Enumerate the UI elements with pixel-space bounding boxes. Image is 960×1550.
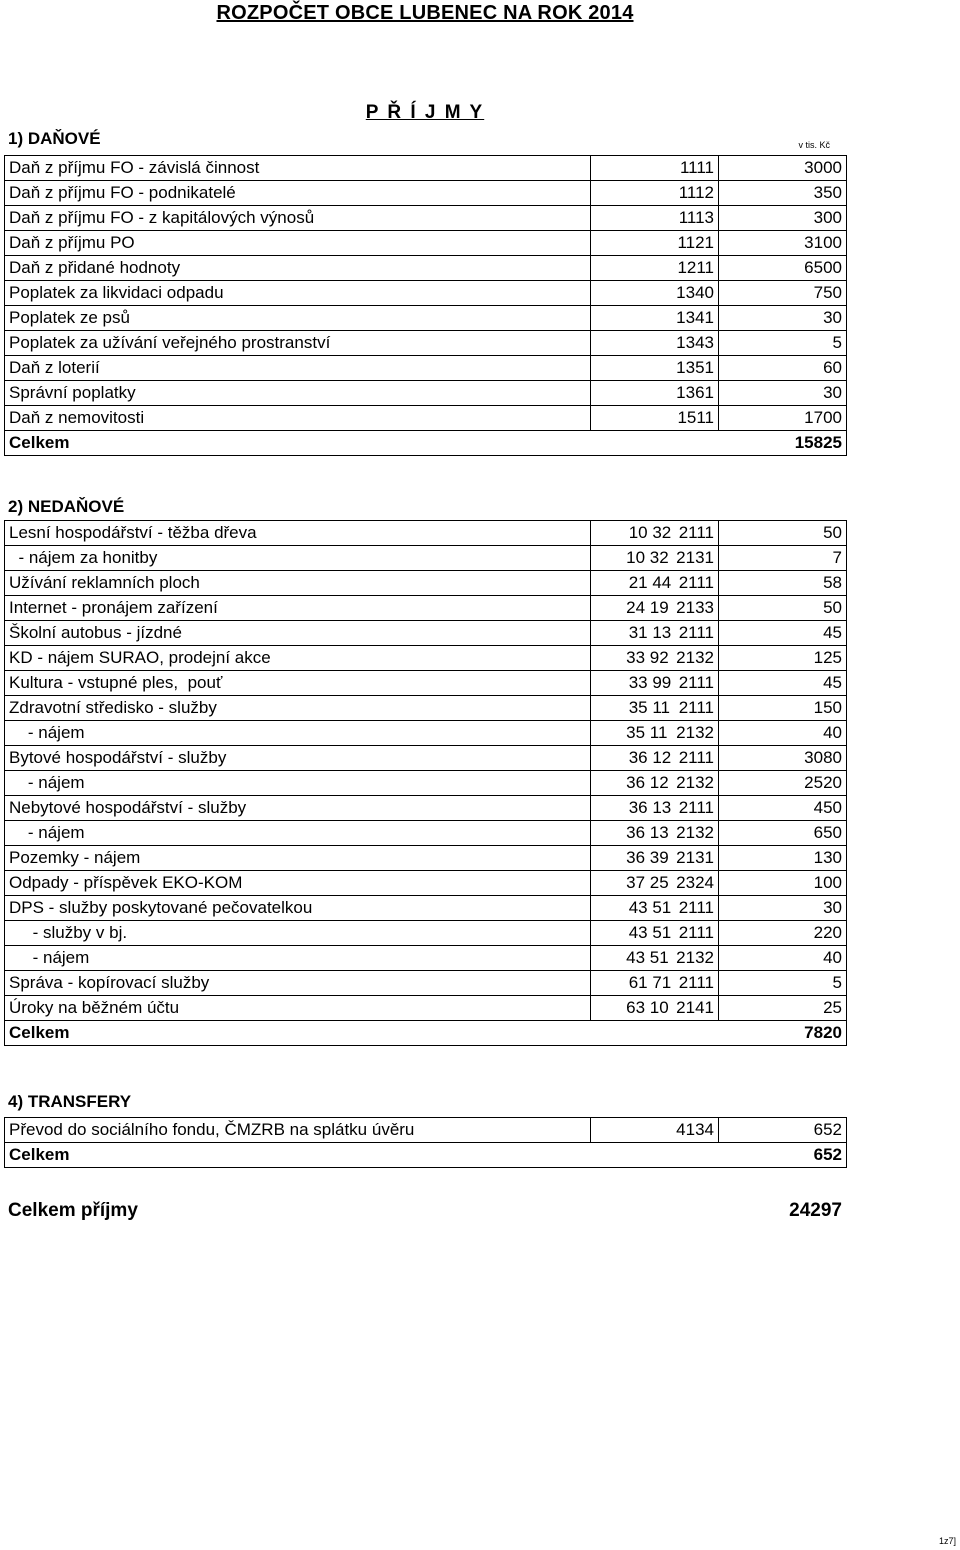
section-heading-transfery: 4) TRANSFERY [8,1092,132,1111]
row-codes [629,898,714,918]
row-code-paragraph: 36 12 [626,773,669,792]
row-codes [629,923,714,943]
row-code: 1341 [591,306,719,331]
row-code-item: 2111 [678,923,714,942]
row-code-item: 2111 [678,523,714,542]
row-code: 1511 [591,406,719,431]
row-code-paragraph: 43 51 [626,948,669,967]
row-label: Nebytové hospodářství - služby [5,796,591,821]
row-code-paragraph: 36 13 [628,798,672,817]
row-code [591,996,719,1021]
row-codes [626,773,714,793]
row-code-item: 2132 [676,723,714,742]
row-code: 4134 [591,1118,719,1143]
row-code [591,546,719,571]
row-code-item: 2111 [678,673,714,692]
row-value: 45 [719,621,847,646]
row-code-item: 2131 [676,548,714,567]
row-code-paragraph: 35 11 [628,698,670,717]
table-row [5,256,847,281]
row-value: 450 [719,796,847,821]
row-label: Správa - kopírovací služby [5,971,591,996]
row-code: 1340 [591,281,719,306]
row-code: 1121 [591,231,719,256]
page-number: 1z7] [938,1536,956,1546]
row-label: Pozemky - nájem [5,846,591,871]
row-value: 750 [719,281,847,306]
row-code: 1113 [591,206,719,231]
row-codes [626,598,714,618]
row-label: DPS - služby poskytované pečovatelkou [5,896,591,921]
total-value: 652 [719,1143,847,1168]
row-label: Daň z příjmu PO [5,231,591,256]
table-danove [4,155,847,456]
row-code [591,746,719,771]
row-code-paragraph: 61 71 [628,973,672,992]
row-code: 1361 [591,381,719,406]
table-row [5,281,847,306]
row-value: 60 [719,356,847,381]
row-value: 3100 [719,231,847,256]
total-value: 7820 [719,1021,847,1046]
total-row [5,431,847,456]
table-row [5,596,847,621]
row-code: 1343 [591,331,719,356]
row-code [591,671,719,696]
table-row [5,846,847,871]
row-codes [626,648,714,668]
table-row [5,1118,847,1143]
row-code-paragraph: 63 10 [626,998,669,1017]
row-label: - nájem za honitby [5,546,591,571]
table-row [5,181,847,206]
row-codes [629,673,714,693]
table-row [5,896,847,921]
table-row [5,521,847,546]
row-code [591,846,719,871]
row-code [591,971,719,996]
row-code-item: 2132 [676,648,714,667]
row-label: Poplatek ze psů [5,306,591,331]
table-row [5,156,847,181]
row-codes [629,973,714,993]
row-label: Poplatek za likvidaci odpadu [5,281,591,306]
row-value: 30 [719,306,847,331]
table-nedanove [4,520,847,1046]
row-code-item: 2131 [676,848,714,867]
row-codes [626,823,714,843]
row-code [591,721,719,746]
table-row [5,946,847,971]
row-label: Správní poplatky [5,381,591,406]
row-code: 1111 [591,156,719,181]
row-label: Školní autobus - jízdné [5,621,591,646]
row-code-item: 2132 [676,948,714,967]
table-row [5,331,847,356]
grand-total-label: Celkem příjmy [8,1200,138,1221]
row-code-item: 2111 [678,623,714,642]
table-row [5,406,847,431]
row-code-paragraph: 31 13 [628,623,672,642]
row-codes [626,548,714,568]
row-code-paragraph: 37 25 [626,873,669,892]
row-label: Daň z loterií [5,356,591,381]
row-code-item: 2111 [678,698,714,717]
row-label: KD - nájem SURAO, prodejní akce [5,646,591,671]
table-row [5,921,847,946]
row-code-paragraph: 43 51 [628,923,672,942]
row-value: 50 [719,596,847,621]
row-code-paragraph: 36 39 [626,848,669,867]
total-row [5,1143,847,1168]
row-label: Zdravotní středisko - služby [5,696,591,721]
row-value: 3000 [719,156,847,181]
row-code-paragraph: 33 92 [626,648,669,667]
row-codes [626,848,714,868]
row-code-item: 2111 [678,898,714,917]
row-code-item: 2132 [676,773,714,792]
row-value: 5 [719,331,847,356]
table-row [5,646,847,671]
row-value: 650 [719,821,847,846]
table-row [5,206,847,231]
section-title-prijmy: P Ř Í J M Y [365,102,485,123]
row-label: Lesní hospodářství - těžba dřeva [5,521,591,546]
row-code [591,946,719,971]
row-code [591,796,719,821]
row-value: 1700 [719,406,847,431]
row-code [591,696,719,721]
section-heading-danove: 1) DAŇOVÉ [8,129,101,148]
row-value: 220 [719,921,847,946]
row-code: 1112 [591,181,719,206]
row-code-paragraph: 10 32 [628,523,672,542]
row-code-paragraph: 24 19 [626,598,669,617]
total-spacer [591,431,719,456]
table-row [5,231,847,256]
row-label: Poplatek za užívání veřejného prostranství [5,331,591,356]
row-code: 1211 [591,256,719,281]
row-value: 40 [719,946,847,971]
table-row [5,356,847,381]
row-code-paragraph: 36 13 [626,823,669,842]
total-spacer [591,1143,719,1168]
row-label: Daň z příjmu FO - závislá činnost [5,156,591,181]
table-row [5,996,847,1021]
row-value: 350 [719,181,847,206]
row-value: 7 [719,546,847,571]
row-code-paragraph: 21 44 [628,573,672,592]
row-label: Daň z nemovitosti [5,406,591,431]
row-value: 6500 [719,256,847,281]
table-row [5,546,847,571]
row-label: Daň z přidané hodnoty [5,256,591,281]
row-code-item: 2111 [678,573,714,592]
row-code [591,571,719,596]
row-value: 5 [719,971,847,996]
table-row [5,971,847,996]
row-codes [629,748,714,768]
row-label: - nájem [5,946,591,971]
row-label: Daň z příjmu FO - podnikatelé [5,181,591,206]
row-code-item: 2133 [676,598,714,617]
row-value: 130 [719,846,847,871]
total-spacer [591,1021,719,1046]
row-code-paragraph: 36 12 [628,748,672,767]
row-codes [626,873,714,893]
row-code-item: 2111 [678,973,714,992]
row-value: 2520 [719,771,847,796]
row-code [591,921,719,946]
row-label: Bytové hospodářství - služby [5,746,591,771]
row-label: Odpady - příspěvek EKO-KOM [5,871,591,896]
table-row [5,796,847,821]
row-codes [626,723,714,743]
row-label: Užívání reklamních ploch [5,571,591,596]
row-code [591,871,719,896]
row-codes [626,998,714,1018]
row-code-item: 2111 [678,748,714,767]
table-row [5,721,847,746]
table-row [5,696,847,721]
table-row [5,746,847,771]
row-label: Daň z příjmu FO - z kapitálových výnosů [5,206,591,231]
row-code [591,596,719,621]
row-code-item: 2132 [676,823,714,842]
table-row [5,671,847,696]
row-codes [629,623,714,643]
table-transfery [4,1117,847,1168]
row-code-item: 2111 [678,798,714,817]
row-label: - nájem [5,771,591,796]
table-row [5,381,847,406]
table-row [5,821,847,846]
row-code-paragraph: 33 99 [628,673,672,692]
row-code [591,646,719,671]
row-value: 150 [719,696,847,721]
row-code [591,896,719,921]
document-title: ROZPOČET OBCE LUBENEC NA ROK 2014 [216,2,634,24]
row-codes [629,698,714,718]
total-value: 15825 [719,431,847,456]
row-codes [629,798,714,818]
row-value: 125 [719,646,847,671]
row-code-item: 2141 [676,998,714,1017]
row-value: 30 [719,381,847,406]
row-label: - nájem [5,721,591,746]
row-label: Úroky na běžném účtu [5,996,591,1021]
row-codes [626,948,714,968]
row-code [591,621,719,646]
row-code-paragraph: 10 32 [626,548,669,567]
total-label: Celkem [5,431,591,456]
row-value: 100 [719,871,847,896]
row-label: - služby v bj. [5,921,591,946]
grand-total-value: 24297 [789,1200,842,1221]
row-label: - nájem [5,821,591,846]
row-value: 50 [719,521,847,546]
row-value: 58 [719,571,847,596]
unit-label: v tis. Kč [798,140,830,150]
row-value: 30 [719,896,847,921]
row-value: 25 [719,996,847,1021]
row-label: Internet - pronájem zařízení [5,596,591,621]
row-code-paragraph: 43 51 [628,898,672,917]
row-code [591,821,719,846]
table-row [5,571,847,596]
row-value: 3080 [719,746,847,771]
row-value: 40 [719,721,847,746]
row-code-item: 2324 [676,873,714,892]
table-row [5,621,847,646]
row-value: 45 [719,671,847,696]
row-code: 1351 [591,356,719,381]
row-codes [629,573,714,593]
total-label: Celkem [5,1021,591,1046]
table-row [5,771,847,796]
row-value: 652 [719,1118,847,1143]
row-code [591,521,719,546]
section-heading-nedanove: 2) NEDAŇOVÉ [8,497,125,516]
row-codes [629,523,714,543]
row-code-paragraph: 35 11 [626,723,668,742]
table-row [5,871,847,896]
row-value: 300 [719,206,847,231]
table-row [5,306,847,331]
row-label: Převod do sociálního fondu, ČMZRB na splátku úvěru [5,1118,591,1143]
row-label: Kultura - vstupné ples, pouť [5,671,591,696]
total-label: Celkem [5,1143,591,1168]
total-row [5,1021,847,1046]
row-code [591,771,719,796]
